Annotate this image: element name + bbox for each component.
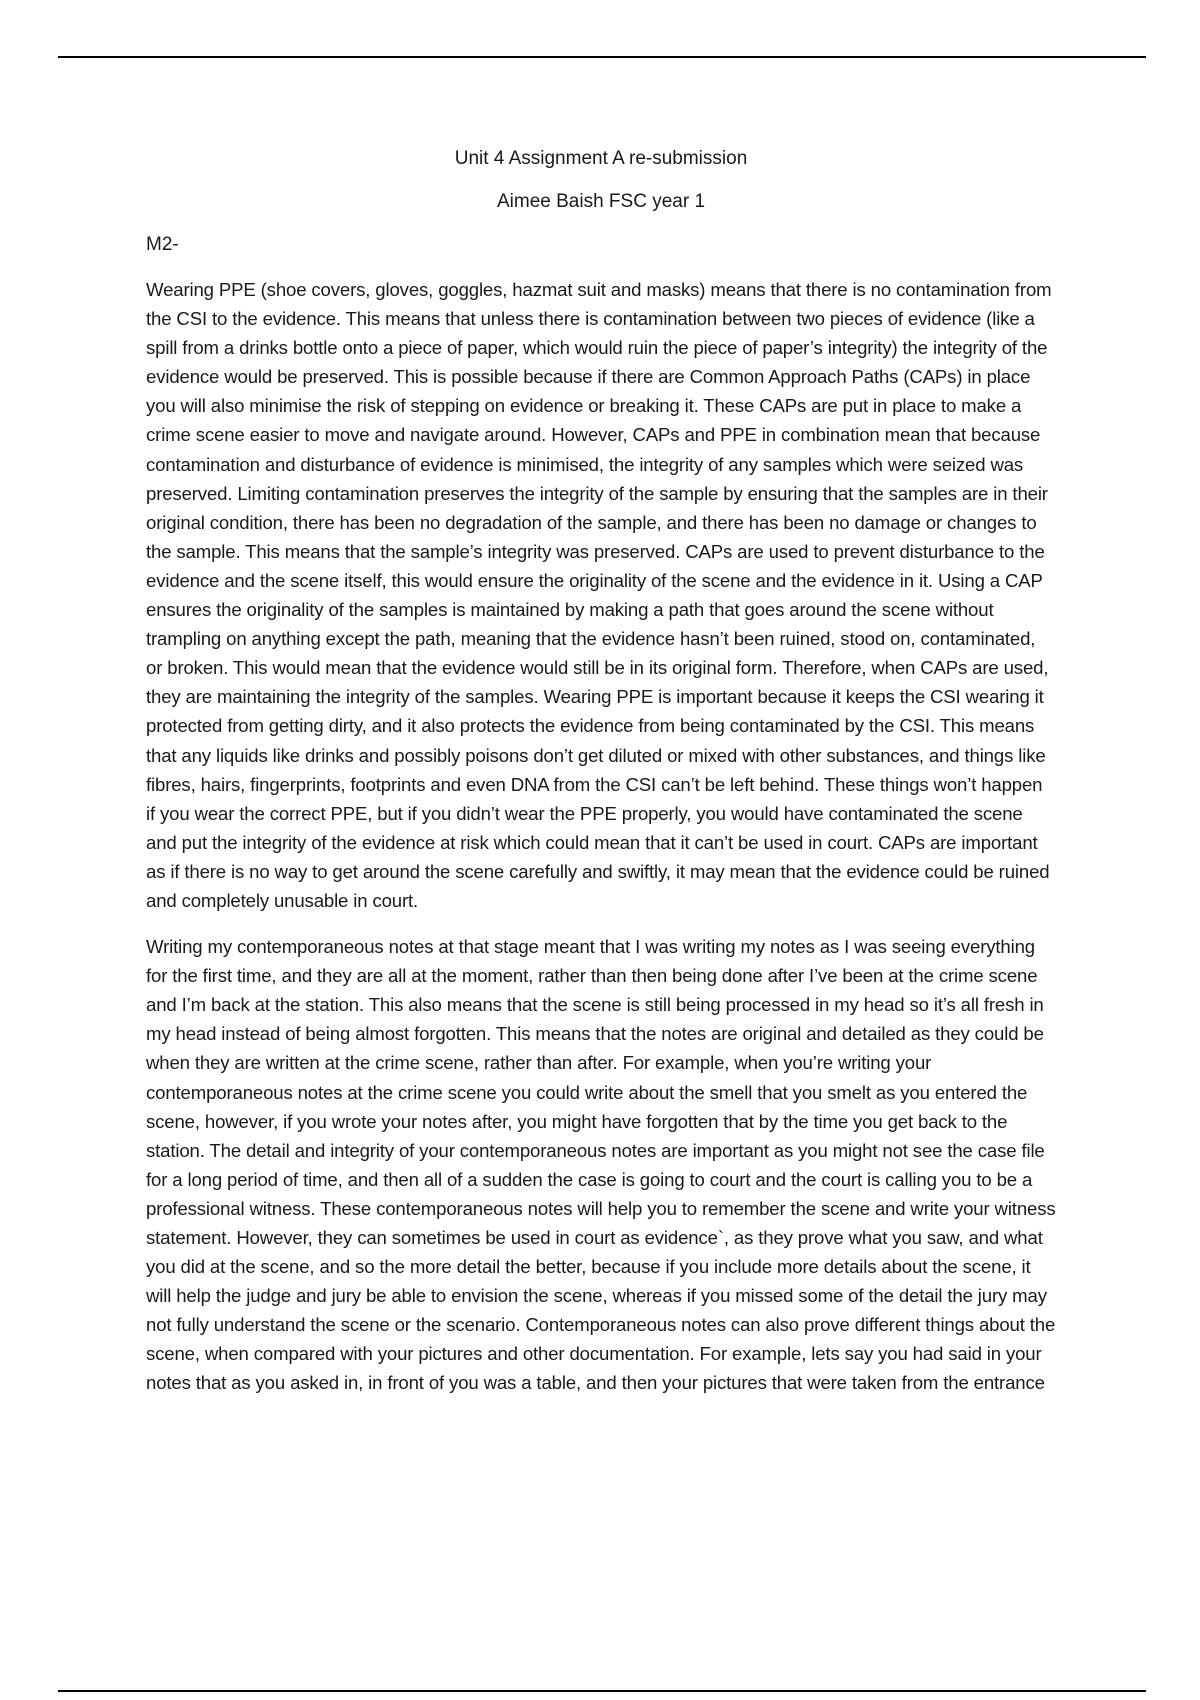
footer-rule (58, 1690, 1146, 1692)
header-rule (58, 56, 1146, 58)
paragraph-1: Wearing PPE (shoe covers, gloves, goggles, hazmat suit and masks) means that there is no contamination from the CSI to the evidence. This means that unless there is contamination between two pieces of evidence (like a spill from a drinks bottle onto a piece of paper, which would ruin the piece of paper’s integrity) the integrity of the evidence would be preserved. This is possible because if there are Common Approach Paths (CAPs) in place you will also minimise the risk of stepping on evidence or breaking it. These CAPs are put in place to make a crime scene easier to move and navigate around. However, CAPs and PPE in combination mean that because contamination and disturbance of evidence is minimised, the integrity of any samples which were seized was preserved. Limiting contamination preserves the integrity of the sample by ensuring that the samples are in their original condition, there has been no degradation of the sample, and there has been no damage or changes to the sample. This means that the sample’s integrity was preserved. CAPs are used to prevent disturbance to the evidence and the scene itself, this would ensure the originality of the scene and the evidence in it. Using a CAP ensures the originality of the samples is maintained by making a path that goes around the scene without trampling on anything except the path, meaning that the evidence hasn’t been ruined, stood on, contaminated, or broken. This would mean that the evidence would still be in its original form. Therefore, when CAPs are used, they are maintaining the integrity of the samples. Wearing PPE is important because it keeps the CSI wearing it protected from getting dirty, and it also protects the evidence from being contaminated by the CSI. This means that any liquids like drinks and possibly poisons don’t get diluted or mixed with other substances, and things like fibres, hairs, fingerprints, footprints and even DNA from the CSI can’t be left behind. These things won’t happen if you wear the correct PPE, but if you didn’t wear the PPE properly, you would have contaminated the scene and put the integrity of the evidence at risk which could mean that it can’t be used in court. CAPs are important as if there is no way to get around the scene carefully and swiftly, it may mean that the evidence could be ruined and completely unusable in court. (146, 279, 1052, 911)
section-label: M2- (146, 234, 179, 255)
document-title: Unit 4 Assignment A re-submission (454, 148, 748, 169)
author-line: Aimee Baish FSC year 1 (496, 191, 706, 212)
paragraph-2: Writing my contemporaneous notes at that stage meant that I was writing my notes as I was seeing everything for the first time, and they are all at the moment, rather than then being done after I’ve been at the crime scene and I’m back at the station. This also means that the scene is still being processed in my head so it’s all fresh in my head instead of being almost forgotten. This means that the notes are original and detailed as they could be when they are written at the crime scene, rather than after. For example, when you’re writing your contemporaneous notes at the crime scene you could write about the smell that you smelt as you entered the scene, however, if you wrote your notes after, you might have forgotten that by the time you get back to the station. The detail and integrity of your contemporaneous notes are important as you might not see the case file for a long period of time, and then all of a sudden the case is going to court and the court is calling you to be a professional witness. These contemporaneous notes will help you to remember the scene and write your witness statement. However, they can sometimes be used in court as evidence`, as they prove what you saw, and what you did at the scene, and so the more detail the better, because if you include more details about the scene, it will help the judge and jury be able to envision the scene, whereas if you missed some of the detail the jury may not fully understand the scene or the scenario. Contemporaneous notes can also prove different things about the scene, when compared with your pictures and other documentation. For example, lets say you had said in your notes that as you asked in, in front of you was a table, and then your pictures that were taken from the entrance (146, 936, 1056, 1394)
document-page (146, 140, 1056, 1398)
